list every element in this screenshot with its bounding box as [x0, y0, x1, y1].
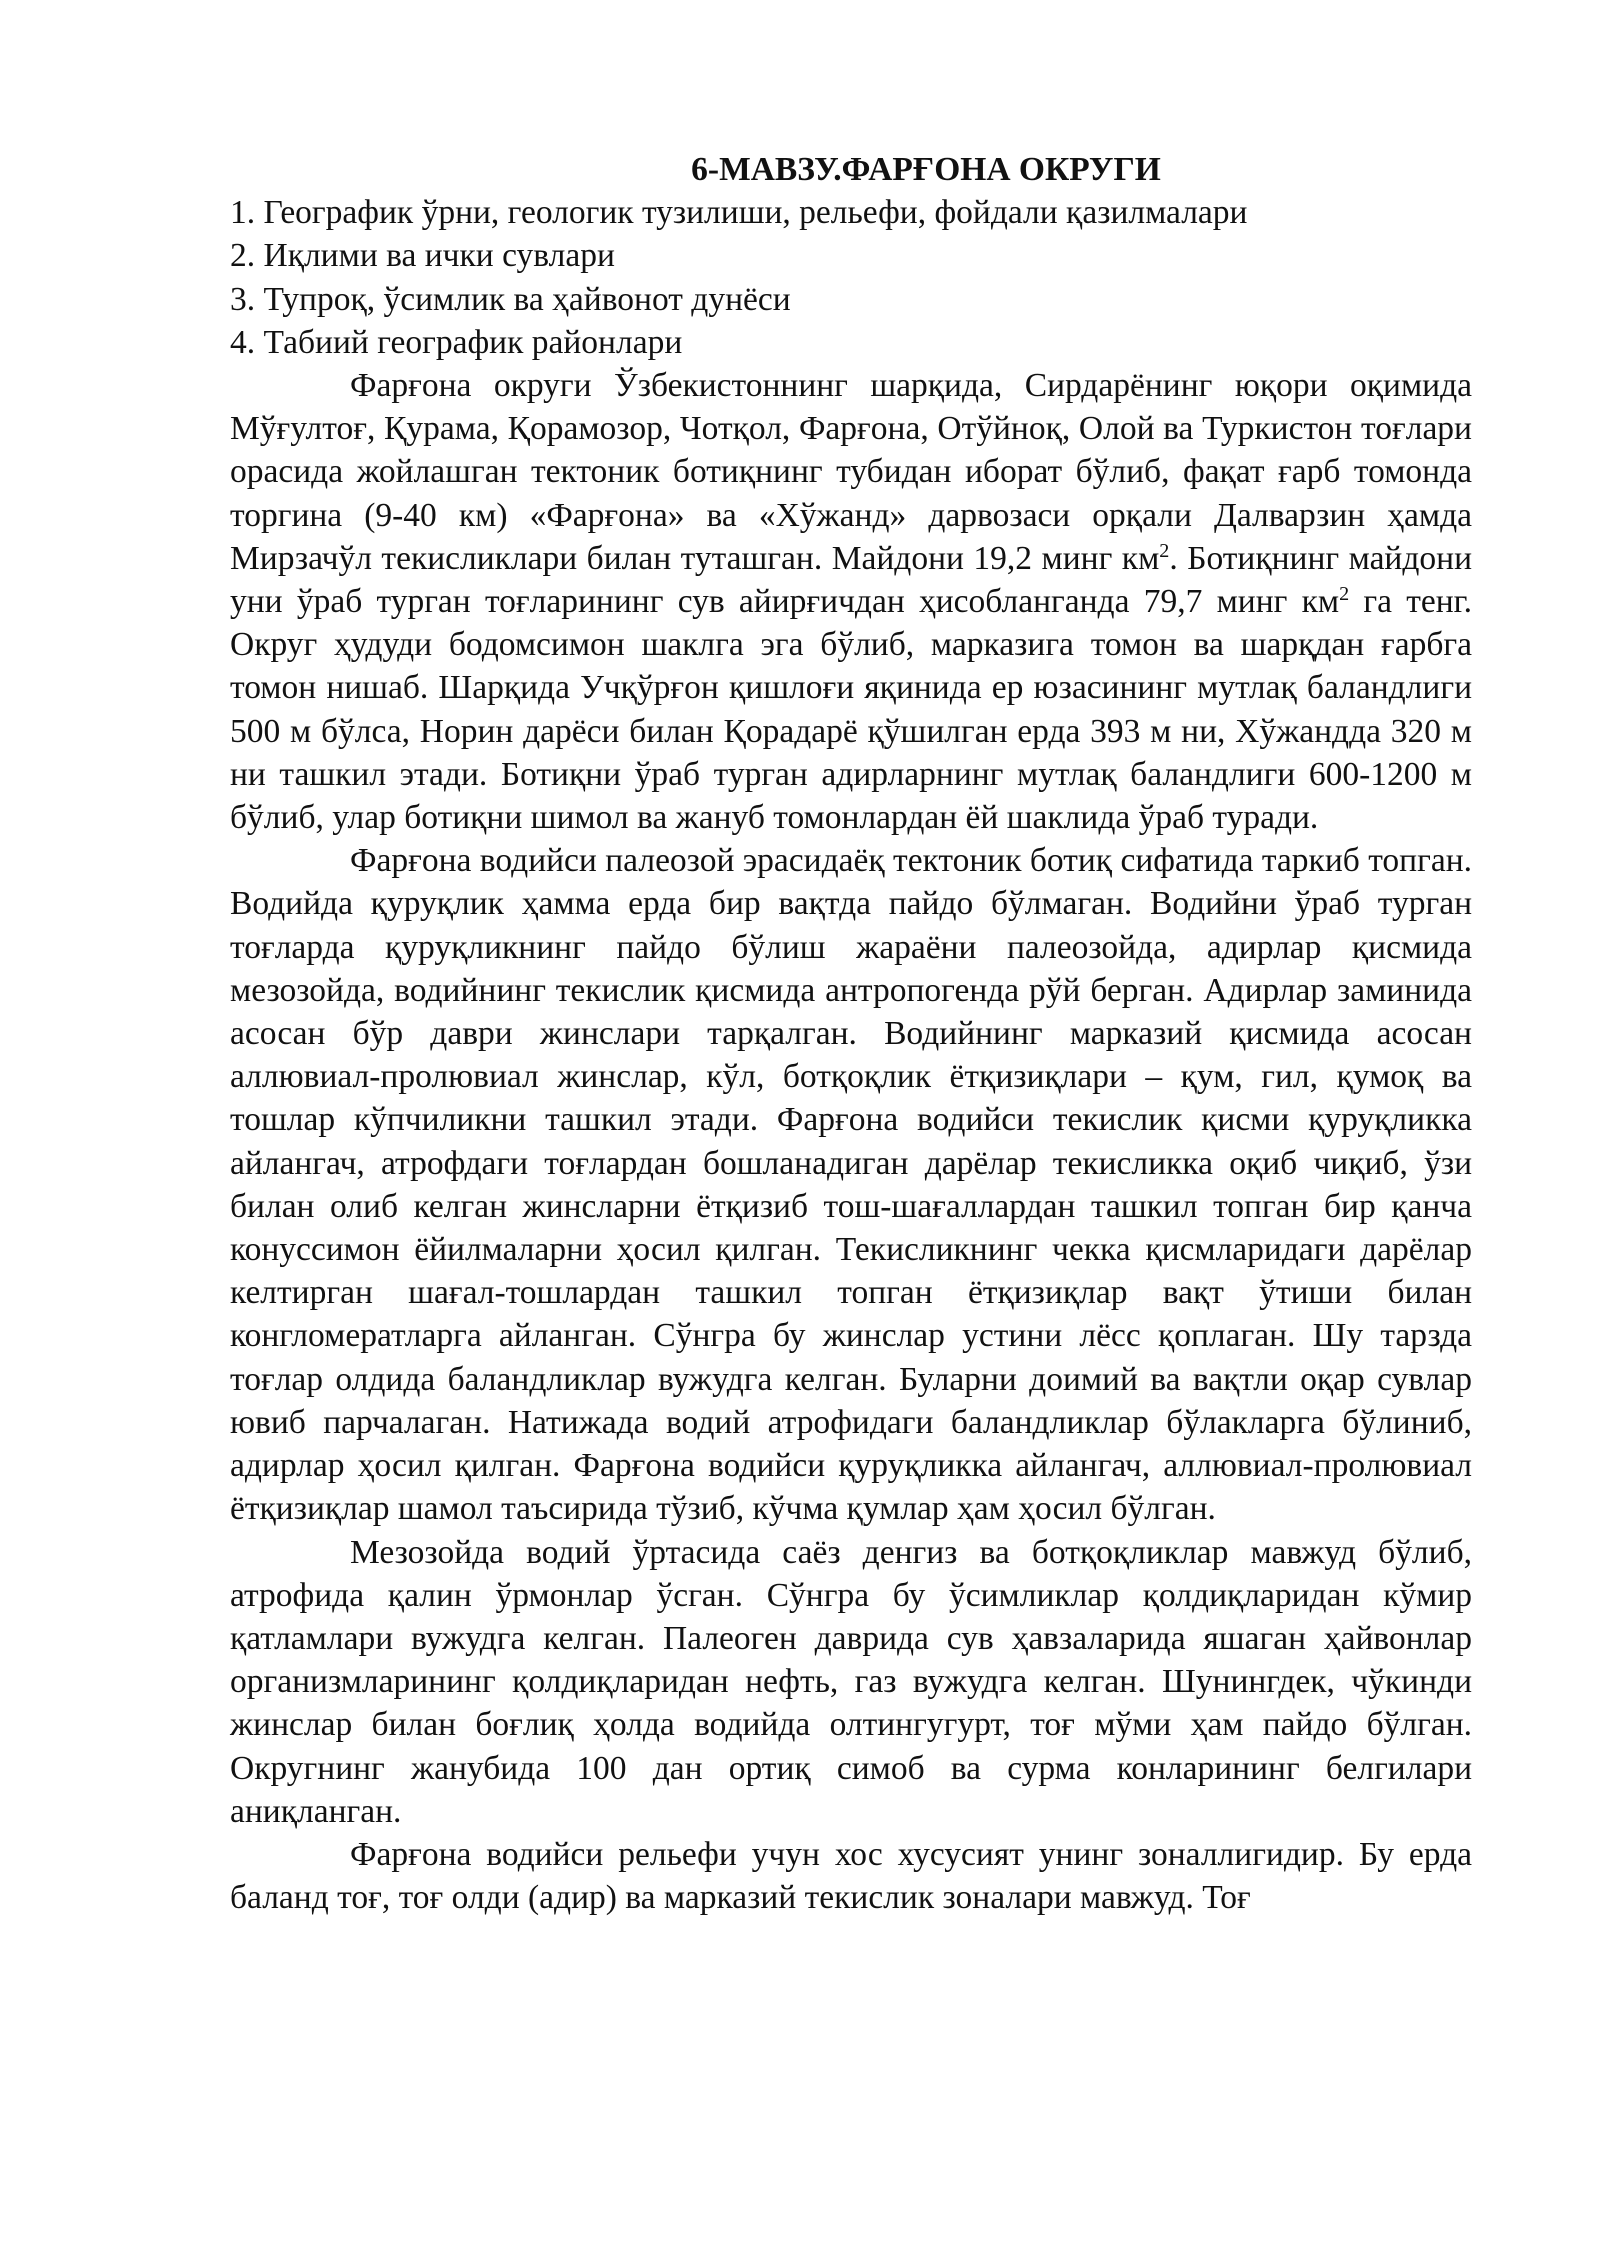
paragraph-location	[230, 364, 1472, 839]
page-title: 6-МАВЗУ.ФАРҒОНА ОКРУГИ	[691, 151, 1161, 188]
outline-item: 3. Тупроқ, ўсимлик ва ҳайвонот дунёси	[230, 280, 791, 318]
paragraph-text: га тенг. Округ ҳудуди бодомсимон шаклга эга бўлиб, марказига томон ва шарқдан ғарбга томон нишаб. Шарқида Учқўрғон қишлоғи яқинида ер юзасининг мутлақ баландлиги 500 м бўлса, Норин дарёси билан Қорадарё қўшилган ерда 393 м ни, Хўжандда 320 м ни ташкил этади. Ботиқни ўраб турган адирларнинг мутлақ баландлиги 600-1200 м бўлиб, улар ботиқни шимол ва жануб томонлардан ёй шаклида ўраб туради.	[230, 583, 1473, 837]
paragraph-geology: Фарғона водийси палеозой эрасидаёқ тектоник ботиқ сифатида таркиб топган. Водийда қуруқлик ҳамма ерда бир вақтда пайдо бўлмаган. Водийни ўраб турган тоғларда қуруқликнинг пайдо бўлиш жараёни палеозойда, адирлар қисмида мезозойда, водийнинг текислик қисмида антропогенда рўй берган. Адирлар заминида асосан бўр даври жинслари тарқалган. Водийнинг марказий қисмида асосан аллювиал-пролювиал жинслар, кўл, ботқоқлик ётқизиқлари – қум, гил, қумоқ ва тошлар кўпчиликни ташкил этади. Фарғона водийси текислик қисми қуруқликка айлангач, атрофдаги тоғлардан бошланадиган дарёлар текисликка оқиб чиқиб, ўзи билан олиб келган жинсларни ётқизиб тош-шағаллардан ташкил топган бир қанча конуссимон ёйилмаларни ҳосил қилган. Текисликнинг чекка қисмларидаги дарёлар келтирган шағал-тошлардан ташкил топган ётқизиқлар вақт ўтиши билан конгломератларга айланган. Сўнгра бу жинслар устини лёсс қоплаган. Шу тарзда тоғлар олдида баландликлар вужудга келган. Буларни доимий ва вақтли оқар сувлар ювиб парчалаган. Натижада водий атрофидаги баландликлар бўлакларга бўлиниб, адирлар ҳосил қилган. Фарғона водийси қуруқликка айлангач, аллювиал-пролювиал ётқизиқлар шамол таъсирида тўзиб, кўчма қумлар ҳам ҳосил бўлган.	[230, 842, 1472, 1528]
outline-item: 4. Табиий географик районлари	[230, 323, 683, 361]
paragraph-text: . Ботиқнинг майдони уни ўраб турган тоғларининг сув айирғичдан ҳисобланганда 79,7 минг км	[230, 539, 1473, 621]
document-page	[230, 148, 1472, 1919]
outline-item: 2. Иқлими ва ички сувлари	[230, 237, 615, 275]
topic-outline	[230, 191, 1472, 364]
paragraph-minerals: Мезозойда водий ўртасида саёз денгиз ва ботқоқликлар мавжуд бўлиб, атрофида қалин ўрмонлар ўсган. Сўнгра бу ўсимликлар қолдиқларидан кўмир қатламлари вужудга келган. Палеоген даврида сув ҳавзаларида яшаган ҳайвонлар организмларининг қолдиқларидан нефть, газ вужудга келган. Шунингдек, чўкинди жинслар билан боғлиқ ҳолда водийда олтингугурт, тоғ мўми ҳам пайдо бўлган. Округнинг жанубида 100 дан ортиқ симоб ва сурма конларининг белгилари аниқланган.	[230, 1533, 1472, 1830]
superscript: 2	[1159, 539, 1170, 562]
paragraph-text: Фарғона округи Ўзбекистоннинг шарқида, Сирдарёнинг юқори оқимида Мўғултоғ, Қурама, Қорамозор, Чотқол, Фарғона, Отўйноқ, Олой ва Туркистон тоғлари орасида жойлашган тектоник ботиқнинг тубидан иборат бўлиб, фақат ғарб томонда торгина (9-40 км) «Фарғона» ва «Хўжанд» дарвозаси орқали Далварзин ҳамда Мирзачўл текисликлари билан туташган. Майдони 19,2 минг км	[230, 367, 1472, 577]
superscript: 2	[1339, 582, 1350, 605]
outline-item: 1. Географик ўрни, геологик тузилиши, рельефи, фойдали қазилмалари	[230, 194, 1248, 232]
paragraph-relief: Фарғона водийси рельефи учун хос хусусият унинг зоналлигидир. Бу ерда баланд тоғ, тоғ олди (адир) ва марказий текислик зоналари мавжуд. Тоғ	[230, 1835, 1472, 1917]
